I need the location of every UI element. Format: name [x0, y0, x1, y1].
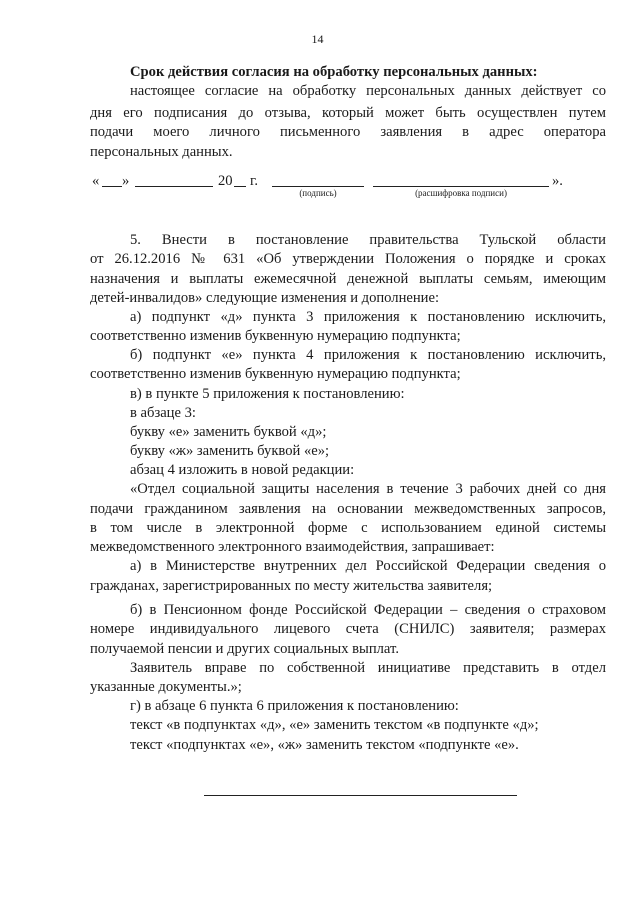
day-blank: [102, 186, 122, 187]
body-line: соответственно изменив буквенную нумерацию подпункта;: [90, 366, 461, 382]
signature-decode-caption: (расшифровка подписи): [415, 188, 507, 198]
body-line: в) в пункте 5 приложения к постановлению:: [130, 386, 405, 402]
body-line: соответственно изменив буквенную нумерацию подпункта;: [90, 328, 461, 344]
body-line: номере индивидуального лицевого счета (СНИЛС) заявителя; размерах: [90, 621, 606, 637]
end-separator-line: [204, 795, 517, 796]
body-line: 5. Внести в постановление правительства Тульской области: [130, 232, 606, 248]
body-line: получаемой пенсии и других социальных выплат.: [90, 641, 399, 657]
year-blank: [234, 186, 246, 187]
body-line: подачи гражданином заявления на основании межведомственных запросов,: [90, 501, 606, 517]
year-suffix: г.: [250, 173, 258, 189]
consent-line-1: настоящее согласие на обработку персональных данных действует со: [130, 83, 606, 99]
signature-caption: (подпись): [299, 188, 337, 198]
body-line: букву «е» заменить буквой «д»;: [130, 424, 327, 440]
body-line: в абзаце 3:: [130, 405, 196, 421]
body-line: от 26.12.2016 № 631 «Об утверждении Положения о порядке и сроках: [90, 251, 606, 267]
body-line: а) в Министерстве внутренних дел Российской Федерации сведения о: [130, 558, 606, 574]
body-line: гражданах, зарегистрированных по месту жительства заявителя;: [90, 578, 493, 594]
signature-end-mark: ».: [552, 173, 563, 189]
consent-line-2: дня его подписания до отзыва, который может быть осуществлен путем: [90, 105, 606, 121]
signature-blank: [272, 186, 364, 187]
body-line: текст «подпунктах «е», «ж» заменить текстом «подпункте «е».: [130, 737, 519, 753]
year-prefix: 20: [218, 173, 233, 189]
body-line: г) в абзаце 6 пункта 6 приложения к постановлению:: [130, 698, 459, 714]
body-line: а) подпункт «д» пункта 3 приложения к постановлению исключить,: [130, 309, 606, 325]
body-line: Заявитель вправе по собственной инициативе представить в отдел: [130, 660, 606, 676]
date-close-quote: »: [122, 173, 130, 189]
body-line: в том числе в электронной форме с использованием единой системы: [90, 520, 606, 536]
body-line: указанные документы.»;: [90, 679, 242, 695]
consent-line-4: персональных данных.: [90, 144, 233, 160]
body-line: назначения и выплаты ежемесячной денежной выплаты семьям, имеющим: [90, 271, 606, 287]
body-line: межведомственного электронного взаимодействия, запрашивает:: [90, 539, 495, 555]
page-number: 14: [311, 32, 324, 46]
body-line: детей-инвалидов» следующие изменения и дополнение:: [90, 290, 440, 306]
body-line: букву «ж» заменить буквой «е»;: [130, 443, 330, 459]
body-line: абзац 4 изложить в новой редакции:: [130, 462, 355, 478]
body-line: текст «в подпунктах «д», «е» заменить текстом «в подпункте «д»;: [130, 717, 539, 733]
body-line: б) подпункт «е» пункта 4 приложения к постановлению исключить,: [130, 347, 606, 363]
section-title: Срок действия согласия на обработку персональных данных:: [130, 64, 538, 80]
date-open-quote: «: [92, 173, 100, 189]
body-line: «Отдел социальной защиты населения в течение 3 рабочих дней со дня: [130, 481, 606, 497]
signature-decode-blank: [373, 186, 549, 187]
consent-line-3: подачи моего личного письменного заявления в адрес оператора: [90, 124, 606, 140]
body-line: б) в Пенсионном фонде Российской Федерации – сведения о страховом: [130, 602, 606, 618]
month-blank: [135, 186, 213, 187]
